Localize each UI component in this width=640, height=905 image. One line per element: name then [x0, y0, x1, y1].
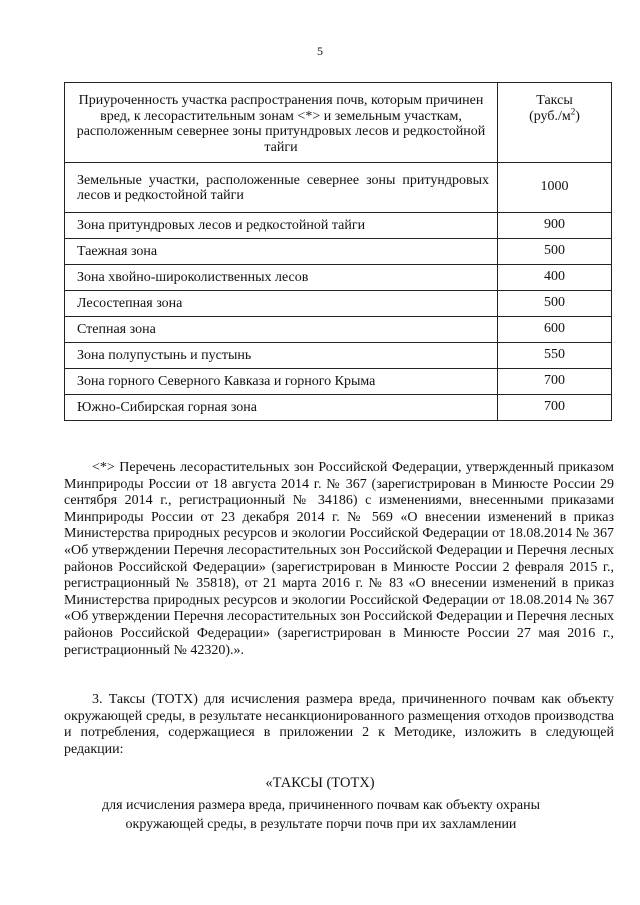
rate-cell: 700 — [498, 394, 612, 420]
table-row — [65, 238, 612, 264]
rate-cell: 700 — [498, 368, 612, 394]
zone-cell: Зона полупустынь и пустынь — [65, 342, 498, 368]
zone-cell: Зона притундровых лесов и редкостойной тайги — [65, 212, 498, 238]
footnote-paragraph: <*> Перечень лесорастительных зон Российской Федерации, утвержденный приказом Минприроды России от 18 августа 2014 г. № 367 (зарегистрирован в Минюсте России 29 сентября 2014 г., регистрационный № 34186) с изменениями, внесенными приказами Минприроды России от 23 декабря 2014 г. № 569 «О внесении изменений в приказ Министерства природных ресурсов и экологии Российской Федерации от 18.08.2014 № 367 «Об утверждении Перечня лесорастительных зон Российской Федерации и Перечня лесных районов Российской Федерации» (зарегистрирован в Минюсте России 2 февраля 2015 г., регистрационный № 35818), от 21 марта 2016 г. № 83 «О внесении изменений в приказ Министерства природных ресурсов и экологии Российской Федерации от 18.08.2014 № 367 «Об утверждении Перечня лесорастительных зон Российской Федерации и Перечня лесных районов Российской Федерации» (зарегистрирован в Минюсте России 27 мая 2016 г., регистрационный № 42320).». — [64, 460, 615, 658]
table-row — [65, 212, 612, 238]
section-subtitle: для исчисления размера вреда, причиненного почвам как объекту охраны окружающей среды, в результате порчи почв при их захламлении — [101, 798, 541, 832]
section-title: «ТАКСЫ (ТОТХ) — [265, 775, 375, 791]
table-row — [65, 342, 612, 368]
zone-cell: Земельные участки, расположенные севернее зоны притундровых лесов и редкостойной тайги — [65, 162, 498, 212]
rates-table — [64, 82, 612, 421]
rate-cell: 900 — [498, 212, 612, 238]
header-rate-title: Таксы — [536, 93, 573, 108]
zone-cell: Таежная зона — [65, 238, 498, 264]
table-row — [65, 290, 612, 316]
table-row — [65, 316, 612, 342]
zone-cell: Южно-Сибирская горная зона — [65, 394, 498, 420]
page-number: 5 — [317, 44, 323, 58]
rate-cell: 400 — [498, 264, 612, 290]
rate-cell: 1000 — [498, 162, 612, 212]
zone-cell: Зона хвойно-широколиственных лесов — [65, 264, 498, 290]
rate-cell: 500 — [498, 238, 612, 264]
header-zone-cell: Приуроченность участка распространения почв, которым причинен вред, к лесорастительным зонам <*> и земельным участкам, расположенным севернее зоны притундровых лесов и редкостойной тайги — [65, 83, 498, 163]
rate-cell: 600 — [498, 316, 612, 342]
rate-cell: 500 — [498, 290, 612, 316]
table-row — [65, 394, 612, 420]
table-header-row — [65, 83, 612, 163]
header-rate-unit: $(руб./м^2)$ — [529, 106, 580, 124]
paragraph-3: 3. Таксы (ТОТХ) для исчисления размера вреда, причиненного почвам как объекту окружающей среды, в результате несанкционированного размещения отходов производства и потребления, содержащиеся в приложении 2 к Методике, изложить в следующей редакции: — [64, 692, 614, 757]
rate-cell: 550 — [498, 342, 612, 368]
zone-cell: Степная зона — [65, 316, 498, 342]
header-rate-cell — [498, 83, 612, 163]
table-row — [65, 264, 612, 290]
zone-cell: Лесостепная зона — [65, 290, 498, 316]
table-row — [65, 368, 612, 394]
table-row — [65, 162, 612, 212]
zone-cell: Зона горного Северного Кавказа и горного Крыма — [65, 368, 498, 394]
